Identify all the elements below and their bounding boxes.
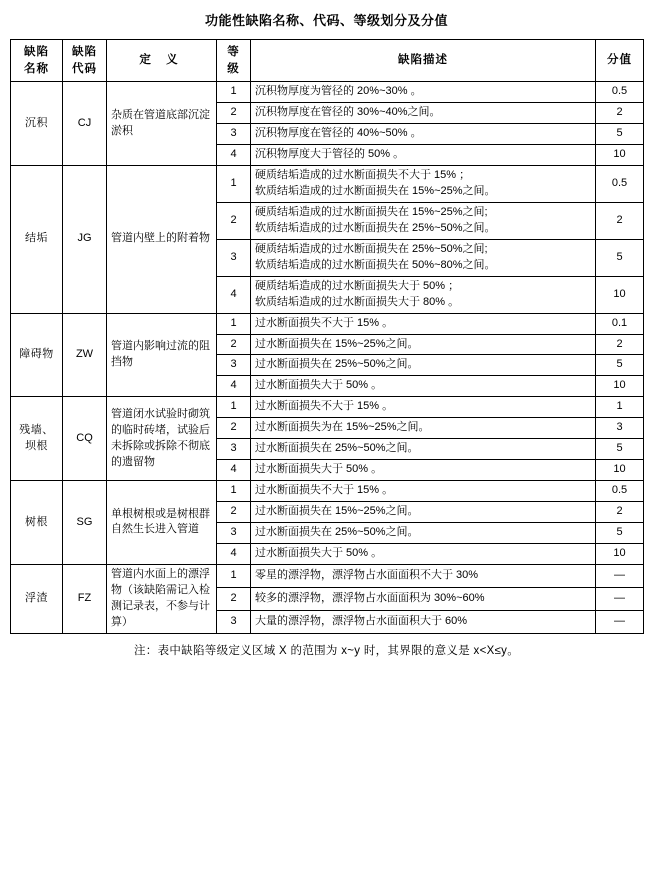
defect-score-cell: 10 <box>596 460 644 481</box>
defect-description-line: 过水断面损失在 15%~25%之间。 <box>255 337 419 350</box>
defect-code-cell: CJ <box>63 82 107 166</box>
defect-code-cell: JG <box>63 166 107 314</box>
defect-grade-cell: 3 <box>217 522 251 543</box>
defect-description-cell <box>251 124 596 145</box>
defect-definition-cell: 管道内影响过流的阻挡物 <box>107 313 217 397</box>
defect-description-line: 软质结垢造成的过水断面损失在 25%~50%之间。 <box>255 221 496 234</box>
table-body <box>11 82 644 633</box>
defect-description-line: 软质结垢造成的过水断面损失在 15%~25%之间。 <box>255 185 496 198</box>
defect-description-line: 零星的漂浮物，漂浮物占水面面积不大于 30% <box>255 568 479 581</box>
column-header-defect-name <box>11 40 63 82</box>
defect-definition-cell: 管道内水面上的漂浮物（该缺陷需记入检测记录表，不参与计算） <box>107 564 217 633</box>
defect-score-cell: 5 <box>596 439 644 460</box>
column-header-defect-code-line2: 代码 <box>72 62 97 75</box>
defect-grade-cell: 2 <box>217 418 251 439</box>
defect-description-line: 沉积物厚度在管径的 30%~40%之间。 <box>255 106 441 119</box>
defect-definition-cell: 杂质在管道底部沉淀淤积 <box>107 82 217 166</box>
defect-code-cell: SG <box>63 481 107 565</box>
defect-description-line: 软质结垢造成的过水断面损失大于 80% 。 <box>255 295 460 308</box>
table-row <box>11 166 644 203</box>
defect-score-cell: 0.5 <box>596 481 644 502</box>
defect-grade-cell: 1 <box>217 166 251 203</box>
column-header-score: 分值 <box>596 40 644 82</box>
defect-score-cell: 10 <box>596 376 644 397</box>
defect-description-cell <box>251 166 596 203</box>
defect-code-cell: ZW <box>63 313 107 397</box>
defect-description-line: 过水断面损失不大于 15% 。 <box>255 400 394 413</box>
defect-grade-cell: 4 <box>217 376 251 397</box>
defect-description-line: 较多的漂浮物，漂浮物占水面面积为 30%~60% <box>255 591 485 604</box>
page-title: 功能性缺陷名称、代码、等级划分及分值 <box>204 13 448 28</box>
defect-score-cell: 5 <box>596 355 644 376</box>
defect-grade-cell: 2 <box>217 587 251 610</box>
defect-definition-cell: 管道闭水试验时砌筑的临时砖堵，试验后未拆除或拆除不彻底的遗留物 <box>107 397 217 481</box>
defect-description-line: 过水断面损失在 25%~50%之间。 <box>255 442 419 455</box>
defect-grade-cell: 2 <box>217 334 251 355</box>
defect-description-cell <box>251 502 596 523</box>
defect-name-cell: 树根 <box>11 481 63 565</box>
defect-grade-cell: 2 <box>217 502 251 523</box>
defect-score-cell: 0.1 <box>596 313 644 334</box>
defect-grade-cell: 3 <box>217 124 251 145</box>
defect-grade-cell: 1 <box>217 313 251 334</box>
table-header-row <box>11 40 644 82</box>
defect-description-cell <box>251 460 596 481</box>
defect-description-cell <box>251 543 596 564</box>
defect-description-line: 过水断面损失大于 50% 。 <box>255 546 383 559</box>
defect-score-cell: 0.5 <box>596 82 644 103</box>
column-header-defect-code-line1: 缺陷 <box>72 46 97 58</box>
table-row <box>11 313 644 334</box>
defect-grade-cell: 3 <box>217 355 251 376</box>
defect-description-cell <box>251 313 596 334</box>
defect-grade-cell: 2 <box>217 103 251 124</box>
defect-description-line: 沉积物厚度大于管径的 50% 。 <box>255 148 405 161</box>
defect-code-cell: CQ <box>63 397 107 481</box>
defect-description-cell <box>251 564 596 587</box>
defect-description-line: 大量的漂浮物，漂浮物占水面面积大于 60% <box>255 614 468 627</box>
defect-description-line: 硬质结垢造成的过水断面损失不大于 15% ； <box>255 169 471 182</box>
defect-score-cell: 1 <box>596 397 644 418</box>
defect-description-cell <box>251 439 596 460</box>
defect-score-cell: 0.5 <box>596 166 644 203</box>
defect-description-cell <box>251 202 596 239</box>
defect-description-line: 过水断面损失在 25%~50%之间。 <box>255 358 419 371</box>
defect-description-line: 过水断面损失大于 50% 。 <box>255 379 383 392</box>
defect-score-cell: — <box>596 610 644 633</box>
column-header-defect-name-line1: 缺陷 <box>24 46 49 58</box>
defect-grade-cell: 2 <box>217 202 251 239</box>
defect-description-line: 硬质结垢造成的过水断面损失在 25%~50%之间; <box>255 242 488 255</box>
column-header-grade-line2: 级 <box>227 62 240 75</box>
defect-grade-cell: 1 <box>217 481 251 502</box>
defect-score-cell: — <box>596 587 644 610</box>
column-header-definition: 定 义 <box>107 40 217 82</box>
column-header-defect-code <box>63 40 107 82</box>
defect-description-line: 过水断面损失在 15%~25%之间。 <box>255 505 419 518</box>
defect-description-cell <box>251 82 596 103</box>
defect-description-cell <box>251 334 596 355</box>
defect-description-cell <box>251 481 596 502</box>
defect-code-cell: FZ <box>63 564 107 633</box>
defect-grade-cell: 1 <box>217 564 251 587</box>
defect-score-cell: 5 <box>596 522 644 543</box>
defect-description-line: 沉积物厚度在管径的 40%~50% 。 <box>255 127 422 140</box>
defect-description-line: 过水断面损失在 25%~50%之间。 <box>255 525 419 538</box>
defect-description-cell <box>251 418 596 439</box>
defect-description-cell <box>251 610 596 633</box>
table-header <box>11 40 644 82</box>
defect-score-cell: 5 <box>596 239 644 276</box>
defect-grade-cell: 4 <box>217 543 251 564</box>
defect-name-cell: 残墙、坝根 <box>11 397 63 481</box>
table-row <box>11 397 644 418</box>
defect-description-line: 沉积物厚度为管径的 20%~30% 。 <box>255 85 422 98</box>
defect-score-cell: 10 <box>596 145 644 166</box>
defect-description-cell <box>251 522 596 543</box>
defect-score-cell: 5 <box>596 124 644 145</box>
defect-score-cell: 3 <box>596 418 644 439</box>
defect-description-line: 软质结垢造成的过水断面损失在 50%~80%之间。 <box>255 258 496 271</box>
defect-grade-cell: 4 <box>217 460 251 481</box>
defect-description-cell <box>251 276 596 313</box>
defect-grade-cell: 1 <box>217 397 251 418</box>
defect-grade-cell: 4 <box>217 145 251 166</box>
defect-description-line: 硬质结垢造成的过水断面损失在 15%~25%之间; <box>255 205 488 218</box>
defect-grade-cell: 3 <box>217 239 251 276</box>
defect-score-cell: 10 <box>596 276 644 313</box>
defect-description-line: 过水断面损失大于 50% 。 <box>255 463 383 476</box>
defect-table <box>10 39 644 634</box>
defect-score-cell: — <box>596 564 644 587</box>
defect-grade-cell: 1 <box>217 82 251 103</box>
defect-score-cell: 2 <box>596 202 644 239</box>
defect-definition-cell: 单根树根或是树根群自然生长进入管道 <box>107 481 217 565</box>
column-header-grade-line1: 等 <box>227 46 240 58</box>
defect-description-cell <box>251 239 596 276</box>
defect-definition-cell: 管道内壁上的附着物 <box>107 166 217 314</box>
column-header-grade <box>217 40 251 82</box>
defect-score-cell: 2 <box>596 334 644 355</box>
defect-score-cell: 2 <box>596 103 644 124</box>
defect-description-cell <box>251 145 596 166</box>
defect-grade-cell: 3 <box>217 439 251 460</box>
defect-description-line: 过水断面损失不大于 15% 。 <box>255 316 394 329</box>
defect-description-line: 过水断面损失为在 15%~25%之间。 <box>255 421 430 434</box>
defect-grade-cell: 4 <box>217 276 251 313</box>
defect-description-cell <box>251 376 596 397</box>
table-note: 注：表中缺陷等级定义区域 X 的范围为 x~y 时，其界限的意义是 x<X≤y。 <box>133 644 520 657</box>
defect-name-cell: 沉积 <box>11 82 63 166</box>
table-row <box>11 481 644 502</box>
defect-description-cell <box>251 355 596 376</box>
defect-description-line: 硬质结垢造成的过水断面损失大于 50% ； <box>255 279 460 292</box>
column-header-description: 缺陷描述 <box>251 40 596 82</box>
defect-description-cell <box>251 397 596 418</box>
defect-name-cell: 浮渣 <box>11 564 63 633</box>
defect-name-cell: 障碍物 <box>11 313 63 397</box>
defect-score-cell: 2 <box>596 502 644 523</box>
table-row <box>11 564 644 587</box>
defect-score-cell: 10 <box>596 543 644 564</box>
defect-grade-cell: 3 <box>217 610 251 633</box>
column-header-defect-name-line2: 名称 <box>24 62 49 75</box>
defect-name-cell: 结垢 <box>11 166 63 314</box>
defect-description-line: 过水断面损失不大于 15% 。 <box>255 484 394 497</box>
defect-description-cell <box>251 587 596 610</box>
table-row <box>11 82 644 103</box>
defect-description-cell <box>251 103 596 124</box>
